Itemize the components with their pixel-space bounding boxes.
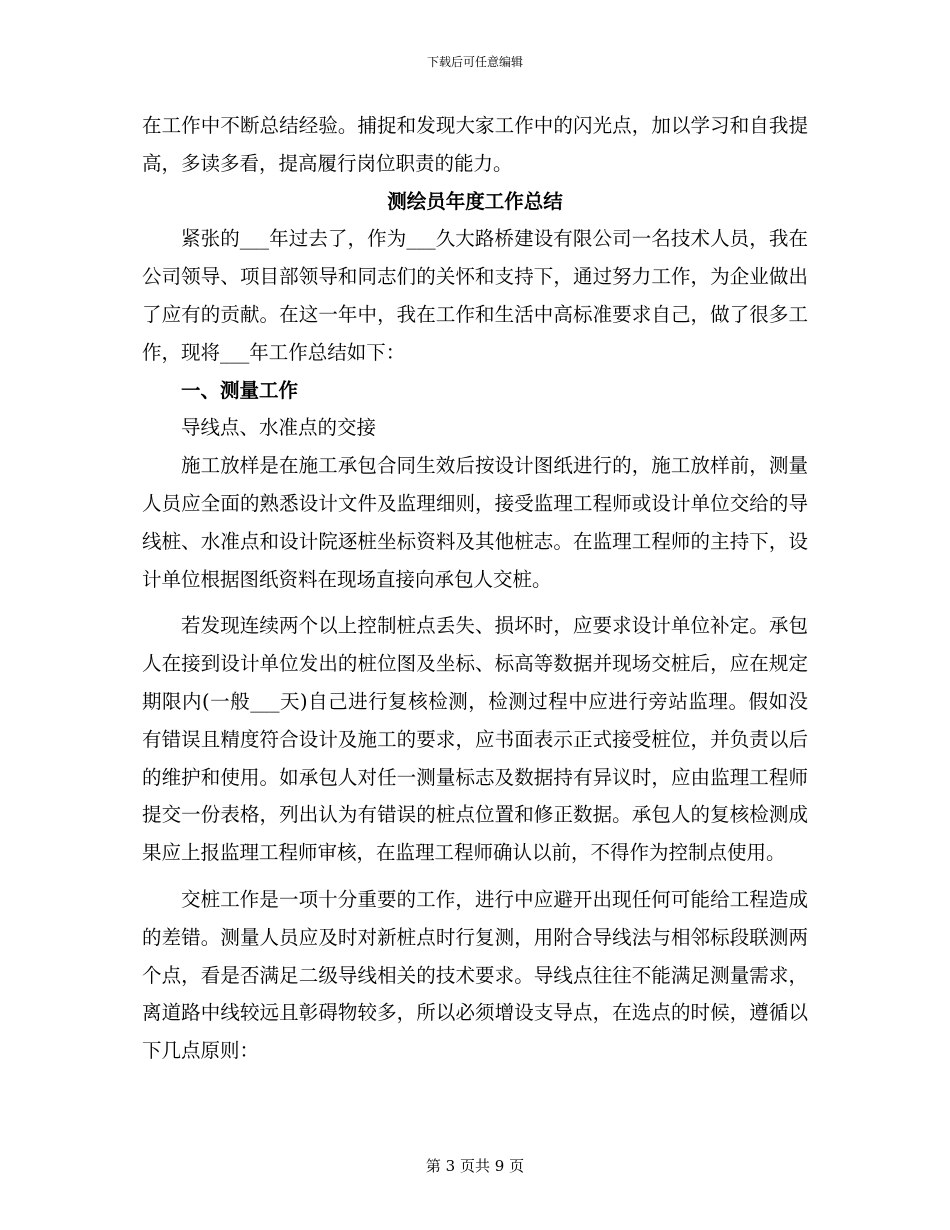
page-header: 下载后可任意编辑	[426, 55, 523, 69]
paragraph-3: 若发现连续两个以上控制桩点丢失、损坏时，应要求设计单位补定。承包人在接到设计单位发出的桩位图及坐标、标高等数据并现场交桩后，应在规定期限内(一般___天)自己进行复核检测，检测过程中应进行旁站监理。假如没有错误且精度符合设计及施工的要求，应书面表示正式接受桩位，并负责以后的维护和使用。如承包人对任一测量标志及数据持有异议时，应由监理工程师提交一份表格，列出认为有错误的桩点位置和修正数据。承包人的复核检测成果应上报监理工程师审核，在监理工程师确认以前，不得作为控制点使用。	[142, 614, 808, 865]
document-body	[142, 107, 808, 1070]
subsection-heading: 导线点、水准点的交接	[181, 416, 377, 440]
paragraph-1: 紧张的___年过去了，作为___久大路桥建设有限公司一名技术人员，我在公司领导、项目部领导和同志们的关怀和支持下，通过努力工作，为企业做出了应有的贡献。在这一年中，我在工作和生活中高标准要求自己，做了很多工作，现将___年工作总结如下：	[142, 227, 808, 364]
paragraph-2: 施工放样是在施工承包合同生效后按设计图纸进行的，施工放样前，测量人员应全面的熟悉设计文件及监理细则，接受监理工程师或设计单位交给的导线桩、水准点和设计院逐桩坐标资料及其他桩志。在监理工程师的主持下，设计单位根据图纸资料在现场直接向承包人交桩。	[142, 454, 808, 591]
page-footer: 第 3 页共 9 页	[425, 1157, 525, 1175]
paragraph-4: 交桩工作是一项十分重要的工作，进行中应避开出现任何可能给工程造成的差错。测量人员应及时对新桩点时行复测，用附合导线法与相邻标段联测两个点，看是否满足二级导线相关的技术要求。导线点往往不能满足测量需求，离道路中线较远且彰碍物较多，所以必须增设支导点，在选点的时候，遵循以下几点原则：	[142, 887, 808, 1063]
document-title: 测绘员年度工作总结	[387, 189, 563, 213]
intro-paragraph: 在工作中不断总结经验。捕捉和发现大家工作中的闪光点，加以学习和自我提高，多读多看，提高履行岗位职责的能力。	[142, 114, 808, 175]
section-heading-1: 一、测量工作	[181, 378, 299, 402]
